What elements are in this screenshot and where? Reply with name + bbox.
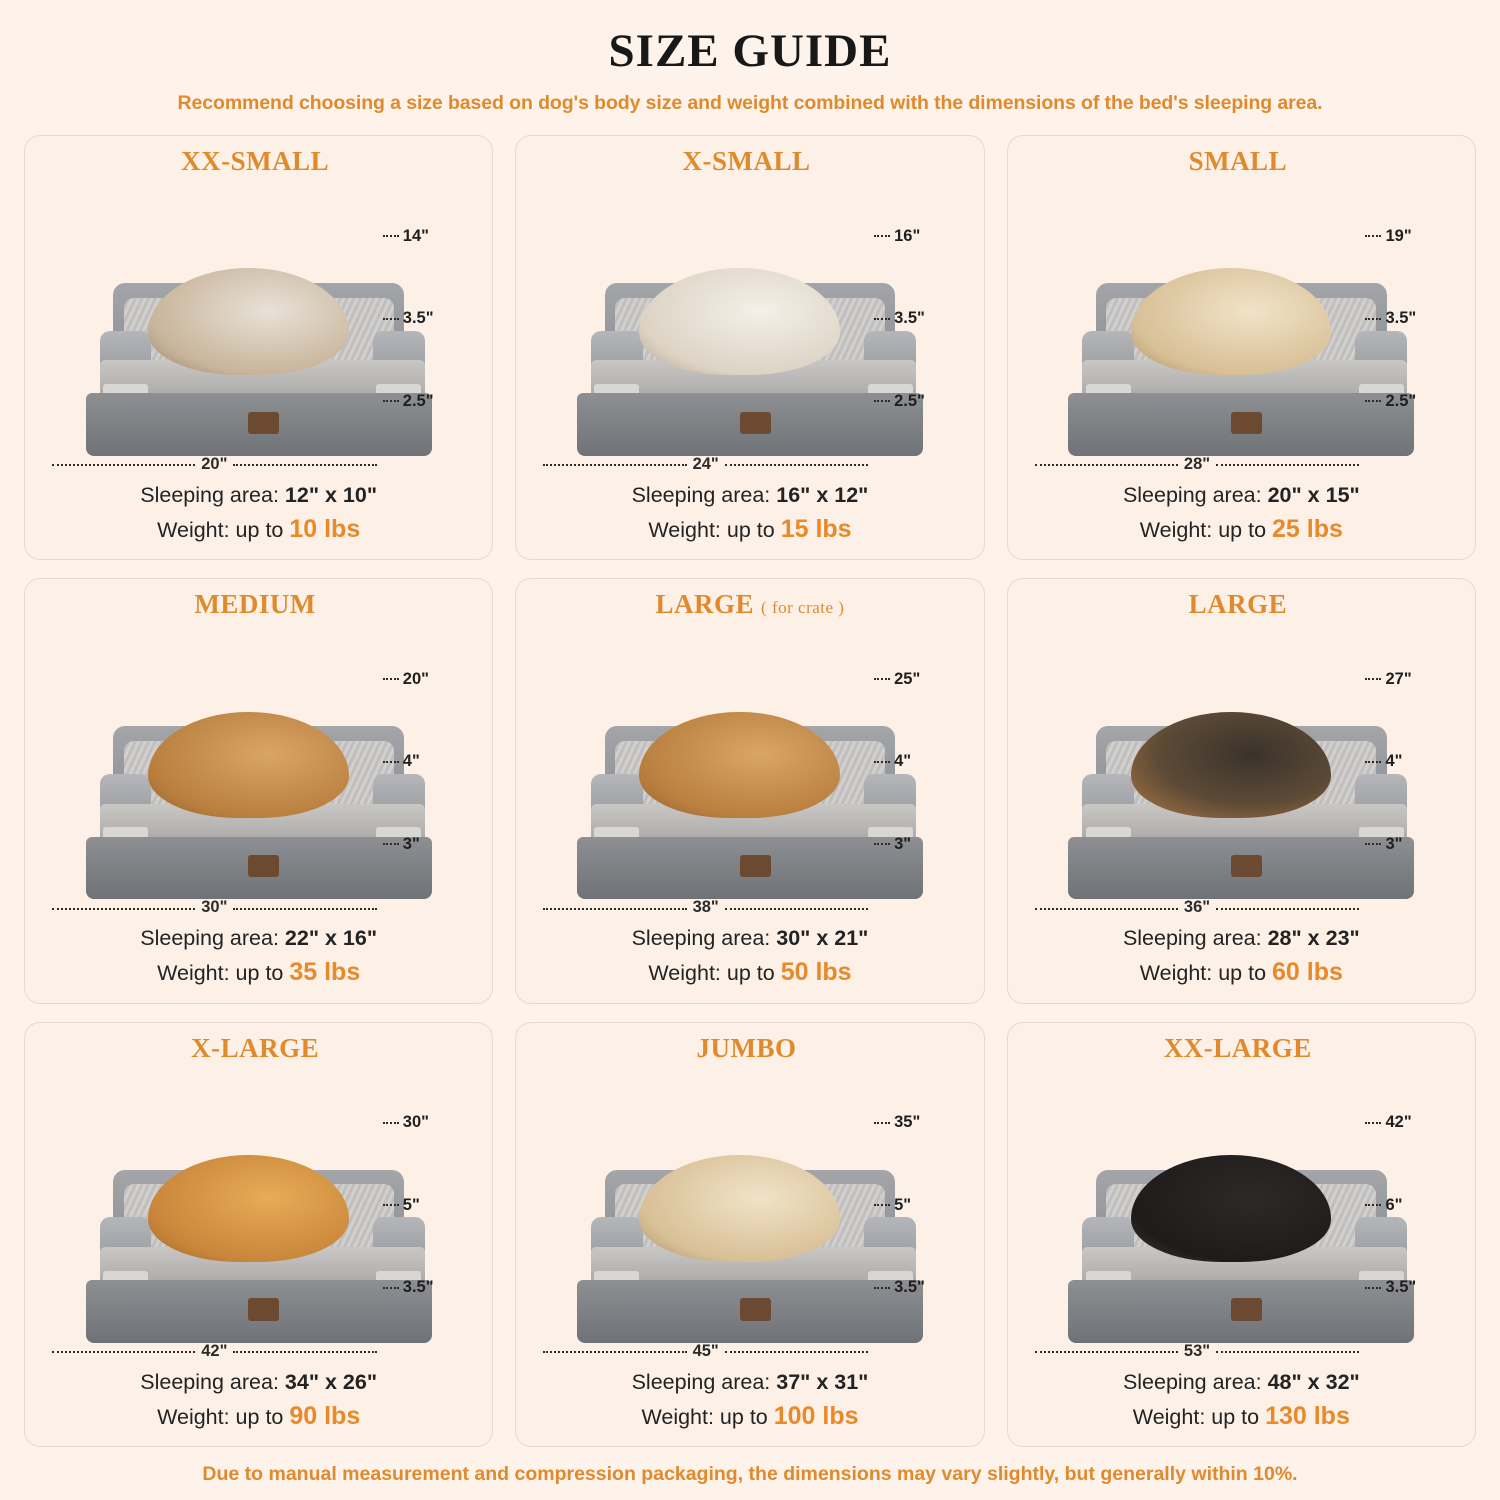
weight-line: [528, 1398, 971, 1434]
leader-line-icon: [874, 318, 890, 320]
leader-line-icon: [1365, 678, 1381, 680]
overall-width-value: 24": [692, 454, 719, 473]
weight-label: Weight: up to: [648, 518, 775, 543]
dog-bed-graphic: [577, 715, 923, 899]
brand-tag-icon: [1231, 412, 1262, 434]
brand-tag-icon: [248, 855, 279, 877]
footer-disclaimer: Due to manual measurement and compression packaging, the dimensions may vary slightly, but generally within 10%.: [202, 1463, 1298, 1485]
sleeping-area-value: 12" x 10": [284, 482, 378, 507]
mattress-height-value: 3": [402, 834, 420, 853]
overall-height-dim: [383, 1113, 429, 1132]
overall-height-dim: [1365, 1113, 1411, 1132]
bed-figure: [528, 179, 971, 476]
mattress-height-dim: [383, 835, 420, 854]
overall-height-value: 25": [894, 669, 921, 688]
overall-width-value: 20": [201, 454, 228, 473]
size-name: X-SMALL: [682, 146, 811, 176]
sleeping-area-label: Sleeping area:: [631, 1369, 771, 1394]
height-dimensions: [383, 670, 481, 854]
size-card-info: [1020, 480, 1463, 547]
size-card[interactable]: [515, 578, 984, 1003]
size-card-info: [37, 923, 480, 990]
size-card-info: [528, 480, 971, 547]
mattress-height-dim: [1365, 835, 1402, 854]
weight-line: [1020, 511, 1463, 547]
sleeping-area-value: 16" x 12": [776, 482, 869, 507]
size-card-title: [1189, 146, 1295, 177]
mattress-height-value: 2.5": [1385, 391, 1417, 410]
leader-line-icon: [1365, 761, 1381, 763]
weight-line: [37, 1398, 480, 1434]
bed-illustration: [577, 1066, 923, 1363]
bolster-height-dim: [1365, 309, 1416, 328]
weight-label: Weight: up to: [157, 518, 284, 543]
weight-line: [1020, 1398, 1463, 1434]
height-dimensions: [1365, 670, 1463, 854]
overall-width-dim: [537, 1342, 874, 1361]
sleeping-area-line: [528, 480, 971, 511]
overall-width-dim: [46, 898, 383, 917]
overall-height-value: 27": [1385, 669, 1412, 688]
bolster-height-value: 6": [1385, 1195, 1403, 1214]
weight-value: 10 lbs: [289, 515, 361, 544]
size-card[interactable]: [515, 135, 984, 560]
overall-width-value: 53": [1183, 1341, 1211, 1360]
size-card[interactable]: [24, 135, 493, 560]
bolster-height-value: 3.5": [894, 309, 925, 328]
mattress-height-dim: [874, 1278, 925, 1297]
bed-figure: [1020, 1066, 1463, 1363]
size-card-title: [656, 589, 845, 620]
sleeping-area-line: [1020, 480, 1463, 511]
weight-value: 15 lbs: [780, 515, 852, 544]
leader-line-icon: [874, 678, 890, 680]
size-card-title: [1189, 589, 1295, 620]
height-dimensions: [874, 1113, 972, 1297]
bed-illustration: [86, 622, 432, 919]
leader-line-icon: [874, 1204, 890, 1206]
overall-width-dim: [46, 1342, 383, 1361]
bed-figure: [37, 622, 480, 919]
sleeping-area-value: 28" x 23": [1267, 926, 1360, 951]
bed-illustration: [577, 179, 923, 476]
weight-line: [37, 511, 480, 547]
mattress-height-dim: [874, 835, 911, 854]
overall-width-value: 42": [201, 1341, 228, 1360]
weight-value: 25 lbs: [1272, 515, 1343, 544]
size-name: LARGE: [1188, 589, 1288, 620]
bed-figure: [528, 1066, 971, 1363]
size-card[interactable]: [1007, 578, 1476, 1003]
overall-width-dim: [537, 455, 874, 474]
overall-width-value: 30": [201, 898, 228, 917]
size-card-info: [528, 923, 971, 990]
size-note: ( for crate ): [761, 598, 845, 618]
bed-figure: [528, 622, 971, 919]
mattress-height-dim: [874, 392, 925, 411]
size-name: LARGE: [655, 589, 755, 620]
mattress-height-dim: [383, 392, 434, 411]
sleeping-area-line: [37, 923, 480, 954]
weight-label: Weight: up to: [1132, 1404, 1260, 1429]
leader-line-icon: [383, 235, 399, 237]
bed-illustration: [86, 179, 432, 476]
mattress-height-value: 3.5": [894, 1278, 925, 1297]
leader-line-icon: [383, 400, 399, 402]
size-card-title: [1164, 1033, 1319, 1064]
weight-label: Weight: up to: [1139, 518, 1267, 543]
height-dimensions: [874, 227, 972, 411]
sleeping-area-label: Sleeping area:: [1122, 926, 1262, 951]
overall-height-value: 20": [402, 669, 429, 688]
brand-tag-icon: [248, 1298, 279, 1320]
sleeping-area-label: Sleeping area:: [140, 482, 279, 507]
brand-tag-icon: [248, 412, 279, 434]
bed-illustration: [1068, 622, 1414, 919]
leader-line-icon: [383, 678, 399, 680]
overall-height-dim: [874, 227, 920, 246]
brand-tag-icon: [1231, 855, 1262, 877]
weight-label: Weight: up to: [1139, 961, 1267, 986]
height-dimensions: [383, 227, 481, 411]
bolster-height-value: 3.5": [1385, 309, 1417, 328]
sleeping-area-value: 37" x 31": [776, 1369, 869, 1394]
weight-label: Weight: up to: [641, 1404, 768, 1429]
sleeping-area-label: Sleeping area:: [140, 1369, 279, 1394]
size-card[interactable]: [1007, 135, 1476, 560]
mattress-height-value: 2.5": [402, 391, 434, 410]
leader-line-icon: [1365, 235, 1381, 237]
overall-height-dim: [383, 227, 429, 246]
leader-line-icon: [383, 1287, 399, 1289]
overall-width-dim: [1029, 455, 1366, 474]
weight-line: [528, 954, 971, 990]
sleeping-area-label: Sleeping area:: [1122, 1369, 1262, 1394]
leader-line-icon: [1365, 843, 1381, 845]
size-card-title: [696, 1033, 803, 1064]
leader-line-icon: [874, 1122, 890, 1124]
sleeping-area-value: 30" x 21": [776, 926, 869, 951]
overall-width-dim: [1029, 898, 1366, 917]
weight-label: Weight: up to: [648, 961, 775, 986]
weight-value: 60 lbs: [1272, 958, 1343, 987]
overall-width-dim: [1029, 1342, 1366, 1361]
sleeping-area-line: [1020, 1367, 1463, 1398]
bolster-height-value: 4": [894, 752, 912, 771]
overall-height-dim: [1365, 670, 1411, 689]
leader-line-icon: [383, 843, 399, 845]
bed-figure: [1020, 622, 1463, 919]
height-dimensions: [383, 1113, 481, 1297]
leader-line-icon: [383, 1204, 399, 1206]
brand-tag-icon: [740, 412, 771, 434]
size-name: MEDIUM: [194, 589, 316, 620]
sleeping-area-label: Sleeping area:: [631, 482, 771, 507]
size-card[interactable]: [24, 578, 493, 1003]
brand-tag-icon: [740, 1298, 771, 1320]
sleeping-area-label: Sleeping area:: [1122, 482, 1262, 507]
mattress-height-value: 2.5": [894, 391, 925, 410]
bed-illustration: [1068, 1066, 1417, 1363]
weight-value: 35 lbs: [289, 958, 361, 987]
dog-bed-graphic: [86, 272, 432, 456]
bed-figure: [1020, 179, 1463, 476]
bed-illustration: [86, 1066, 432, 1363]
size-card-info: [1020, 1367, 1463, 1434]
mattress-height-dim: [383, 1278, 434, 1297]
overall-width-dim: [537, 898, 874, 917]
bolster-height-dim: [1365, 752, 1402, 771]
size-card[interactable]: [515, 1022, 984, 1447]
brand-tag-icon: [740, 855, 771, 877]
sleeping-area-line: [37, 1367, 480, 1398]
overall-height-dim: [874, 670, 920, 689]
overall-height-value: 35": [894, 1113, 921, 1132]
dog-bed-graphic: [1068, 715, 1414, 899]
mattress-height-dim: [1365, 392, 1416, 411]
size-card[interactable]: [24, 1022, 493, 1447]
leader-line-icon: [1365, 318, 1381, 320]
bed-illustration: [1068, 179, 1417, 476]
size-name: XX-SMALL: [181, 146, 330, 176]
leader-line-icon: [874, 235, 890, 237]
mattress-height-value: 3": [894, 834, 912, 853]
weight-label: Weight: up to: [157, 961, 284, 986]
weight-line: [1020, 954, 1463, 990]
sleeping-area-line: [1020, 923, 1463, 954]
height-dimensions: [1365, 1113, 1463, 1297]
size-card-title: [191, 1033, 326, 1064]
height-dimensions: [874, 670, 972, 854]
sleeping-area-value: 20" x 15": [1267, 482, 1360, 507]
overall-width-value: 45": [692, 1341, 719, 1360]
dog-bed-graphic: [577, 1159, 923, 1343]
size-name: JUMBO: [696, 1032, 797, 1063]
overall-width-value: 38": [692, 898, 719, 917]
size-card-info: [1020, 923, 1463, 990]
dog-bed-graphic: [1068, 272, 1417, 456]
dog-bed-graphic: [86, 715, 432, 899]
overall-height-dim: [874, 1113, 920, 1132]
sleeping-area-line: [528, 1367, 971, 1398]
overall-width-dim: [46, 455, 383, 474]
overall-height-value: 42": [1385, 1113, 1412, 1132]
size-name: X-LARGE: [191, 1032, 320, 1063]
mattress-height-value: 3.5": [402, 1278, 434, 1297]
sleeping-area-line: [37, 480, 480, 511]
bolster-height-value: 4": [1385, 752, 1403, 771]
sleeping-area-line: [528, 923, 971, 954]
size-card-grid: [24, 135, 1476, 1447]
leader-line-icon: [383, 1122, 399, 1124]
mattress-height-value: 3.5": [1385, 1278, 1417, 1297]
leader-line-icon: [383, 318, 399, 320]
weight-value: 100 lbs: [773, 1401, 859, 1430]
weight-label: Weight: up to: [157, 1404, 284, 1429]
dog-bed-graphic: [86, 1159, 432, 1343]
bolster-height-value: 4": [402, 752, 420, 771]
bed-illustration: [577, 622, 923, 919]
bolster-height-dim: [874, 1196, 911, 1215]
size-card-title: [682, 146, 817, 177]
leader-line-icon: [1365, 400, 1381, 402]
leader-line-icon: [874, 843, 890, 845]
sleeping-area-label: Sleeping area:: [631, 926, 771, 951]
leader-line-icon: [1365, 1287, 1381, 1289]
weight-line: [37, 954, 480, 990]
dog-bed-graphic: [577, 272, 923, 456]
bolster-height-dim: [383, 309, 434, 328]
weight-line: [528, 511, 971, 547]
bolster-height-dim: [383, 1196, 420, 1215]
bolster-height-value: 5": [402, 1195, 420, 1214]
weight-value: 90 lbs: [289, 1401, 361, 1430]
overall-height-dim: [1365, 227, 1411, 246]
bolster-height-value: 5": [894, 1195, 912, 1214]
size-card-title: [181, 146, 336, 177]
size-card-info: [37, 1367, 480, 1434]
dog-bed-graphic: [1068, 1159, 1417, 1343]
bed-figure: [37, 179, 480, 476]
mattress-height-dim: [1365, 1278, 1416, 1297]
size-name: SMALL: [1188, 146, 1288, 176]
overall-height-dim: [383, 670, 429, 689]
bolster-height-dim: [874, 752, 911, 771]
size-name: XX-LARGE: [1163, 1032, 1312, 1063]
overall-height-value: 14": [402, 226, 429, 245]
sleeping-area-value: 34" x 26": [284, 1369, 378, 1394]
bolster-height-dim: [874, 309, 925, 328]
leader-line-icon: [1365, 1204, 1381, 1206]
size-card[interactable]: [1007, 1022, 1476, 1447]
bolster-height-value: 3.5": [402, 309, 434, 328]
leader-line-icon: [874, 400, 890, 402]
size-card-info: [37, 480, 480, 547]
size-card-title: [194, 589, 322, 620]
overall-width-value: 36": [1183, 898, 1211, 917]
weight-value: 50 lbs: [780, 958, 852, 987]
bolster-height-dim: [383, 752, 420, 771]
overall-height-value: 16": [894, 226, 921, 245]
bolster-height-dim: [1365, 1196, 1402, 1215]
page-subtitle: Recommend choosing a size based on dog's body size and weight combined with the dimensions of the bed's sleeping area.: [177, 92, 1323, 114]
mattress-height-value: 3": [1385, 834, 1403, 853]
size-card-info: [528, 1367, 971, 1434]
leader-line-icon: [383, 761, 399, 763]
height-dimensions: [1365, 227, 1463, 411]
leader-line-icon: [1365, 1122, 1381, 1124]
brand-tag-icon: [1231, 1298, 1262, 1320]
overall-height-value: 30": [402, 1113, 429, 1132]
page-title: SIZE GUIDE: [608, 25, 892, 77]
bed-figure: [37, 1066, 480, 1363]
sleeping-area-value: 48" x 32": [1267, 1369, 1360, 1394]
leader-line-icon: [874, 761, 890, 763]
overall-width-value: 28": [1183, 454, 1211, 473]
sleeping-area-value: 22" x 16": [284, 926, 378, 951]
leader-line-icon: [874, 1287, 890, 1289]
sleeping-area-label: Sleeping area:: [140, 926, 279, 951]
weight-value: 130 lbs: [1265, 1401, 1350, 1430]
overall-height-value: 19": [1385, 226, 1412, 245]
